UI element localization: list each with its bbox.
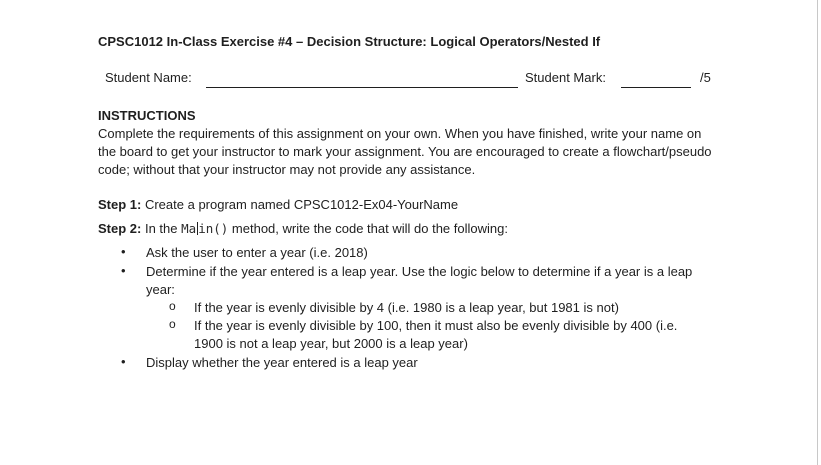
- page-edge-divider: [817, 0, 818, 465]
- bullet-icon: •: [121, 263, 126, 278]
- step-1-text: Create a program named CPSC1012-Ex04-YourName: [144, 197, 459, 212]
- sub-bullet-icon: o: [169, 317, 176, 331]
- sub-list-item-text: If the year is evenly divisible by 100, then it must also be evenly divisible by 400 (i.e. 1900 is not a leap year, but 2000 is a leap year): [194, 318, 678, 351]
- student-mark-blank: [621, 87, 691, 88]
- instructions-heading: INSTRUCTIONS: [98, 108, 196, 123]
- list-item-text: Determine if the year entered is a leap year. Use the logic below to determine if a year is a leap year:: [146, 264, 693, 297]
- step-1: [98, 197, 458, 212]
- main-code-part1: Ma: [181, 221, 197, 236]
- main-code-part2: in(): [198, 221, 229, 236]
- sub-list-item-text: If the year is evenly divisible by 4 (i.e. 1980 is a leap year, but 1981 is not): [194, 300, 619, 315]
- bullet-icon: •: [121, 354, 126, 369]
- student-name-blank: [206, 87, 518, 88]
- step-2: [98, 221, 508, 236]
- step-1-label: Step 1:: [98, 197, 142, 212]
- student-mark-label: Student Mark:: [525, 70, 606, 85]
- main-method-code: [181, 221, 228, 236]
- instructions-paragraph: Complete the requirements of this assignment on your own. When you have finished, write your name on the board to get your instructor to mark your assignment. You are encouraged to create a flowchart/pseudo code; without that your instructor may not provide any assistance.: [98, 126, 712, 177]
- student-mark-total: /5: [700, 70, 711, 85]
- document-title: CPSC1012 In-Class Exercise #4 – Decision Structure: Logical Operators/Nested If: [98, 34, 601, 49]
- step-2-label: Step 2:: [98, 221, 142, 236]
- sub-bullet-icon: o: [169, 299, 176, 313]
- step-2-prefix: In the: [144, 221, 178, 236]
- student-name-label: Student Name:: [105, 70, 192, 85]
- list-item-text: Display whether the year entered is a leap year: [146, 355, 418, 370]
- bullet-icon: •: [121, 244, 126, 259]
- step-2-suffix: method, write the code that will do the following:: [231, 221, 508, 236]
- list-item-text: Ask the user to enter a year (i.e. 2018): [146, 245, 368, 260]
